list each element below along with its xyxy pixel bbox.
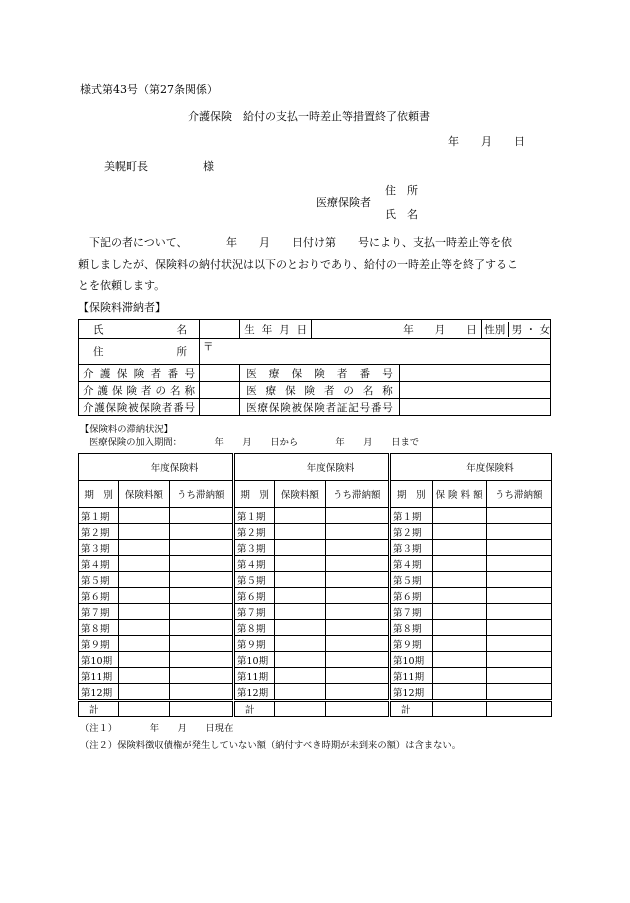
table-row — [79, 572, 233, 588]
table-row — [79, 540, 233, 556]
unpaid-amount-cell[interactable] — [169, 524, 232, 540]
table-row — [235, 668, 389, 684]
medical-insurer-name[interactable] — [399, 382, 550, 399]
period-label: 第12期 — [235, 684, 275, 701]
premium-amount-cell[interactable] — [119, 540, 169, 556]
period-label: 第12期 — [79, 684, 119, 701]
period-label: 第６期 — [79, 588, 119, 604]
premium-amount-cell[interactable] — [119, 684, 169, 701]
period-label: 第４期 — [391, 556, 433, 572]
unpaid-amount-cell[interactable] — [169, 508, 232, 524]
premium-amount-cell[interactable] — [275, 668, 325, 684]
unpaid-amount-cell[interactable] — [486, 684, 551, 701]
unpaid-amount-header: うち滞納額 — [169, 481, 232, 508]
table-row — [391, 588, 552, 604]
premium-amount-cell[interactable] — [119, 636, 169, 652]
period-label: 第２期 — [391, 524, 433, 540]
unpaid-total-cell[interactable] — [325, 701, 388, 717]
premium-amount-cell[interactable] — [432, 620, 486, 636]
unpaid-amount-cell[interactable] — [325, 668, 388, 684]
premium-amount-cell[interactable] — [432, 524, 486, 540]
birth-value[interactable]: 年 月 日 — [399, 320, 481, 339]
date-line: 年 月 日 — [448, 135, 525, 148]
body-line-2: 頼しましたが、保険料の納付状況は以下のとおりであり、給付の一時差止等を終了するこ — [78, 258, 518, 271]
premium-amount-cell[interactable] — [432, 572, 486, 588]
period-column-header: 期 別 — [79, 481, 119, 508]
period-label: 第９期 — [391, 636, 433, 652]
table-row — [79, 620, 233, 636]
unpaid-amount-cell[interactable] — [486, 668, 551, 684]
premium-amount-cell[interactable] — [275, 556, 325, 572]
sex-cell — [481, 320, 550, 339]
unpaid-amount-header: うち滞納額 — [486, 481, 551, 508]
unpaid-amount-cell[interactable] — [325, 684, 388, 701]
delinquent-info-table — [78, 319, 551, 416]
unpaid-amount-header: うち滞納額 — [325, 481, 388, 508]
arrears-table-3 — [390, 453, 552, 717]
document-title: 介護保険 給付の支払一時差止等措置終了依頼書 — [188, 110, 430, 123]
arrears-table-2 — [234, 453, 389, 717]
unpaid-amount-cell[interactable] — [325, 652, 388, 668]
address-value[interactable] — [199, 339, 550, 365]
unpaid-amount-cell[interactable] — [169, 620, 232, 636]
premium-amount-cell[interactable] — [119, 668, 169, 684]
table-row — [79, 652, 233, 668]
period-label: 第11期 — [235, 668, 275, 684]
period-label: 第４期 — [79, 556, 119, 572]
unpaid-amount-cell[interactable] — [325, 620, 388, 636]
table-row — [391, 684, 552, 701]
premium-amount-cell[interactable] — [432, 508, 486, 524]
period-label: 第11期 — [79, 668, 119, 684]
period-label: 第５期 — [79, 572, 119, 588]
premium-amount-cell[interactable] — [119, 572, 169, 588]
premium-amount-cell[interactable] — [432, 684, 486, 701]
period-label: 第12期 — [391, 684, 433, 701]
table-row — [391, 540, 552, 556]
medical-insured-number-label: 医療保険被保険者証記号番号 — [240, 399, 400, 416]
medical-insurer-name-label: 医療保険者の名称 — [240, 382, 400, 399]
body-line-1: 下記の者について、 年 月 日付け第 号により、支払一時差止等を依 — [89, 236, 513, 249]
table-row — [391, 604, 552, 620]
period-label: 第３期 — [391, 540, 433, 556]
premium-total-cell[interactable] — [275, 701, 325, 717]
premium-amount-cell[interactable] — [119, 652, 169, 668]
period-label: 第４期 — [235, 556, 275, 572]
premium-amount-cell[interactable] — [119, 508, 169, 524]
period-column-header: 期 別 — [391, 481, 433, 508]
premium-amount-cell[interactable] — [275, 540, 325, 556]
medical-insurer-number-label: 医療保険者番号 — [240, 365, 400, 382]
premium-amount-cell[interactable] — [432, 556, 486, 572]
arrears-table-1 — [78, 453, 233, 717]
premium-amount-header: 保険料額 — [119, 481, 169, 508]
premium-total-cell[interactable] — [119, 701, 169, 717]
unpaid-amount-cell[interactable] — [325, 508, 388, 524]
period-label: 第１期 — [235, 508, 275, 524]
period-label: 第８期 — [79, 620, 119, 636]
fiscal-year-header[interactable]: 年度保険料 — [391, 454, 552, 481]
period-label: 第10期 — [79, 652, 119, 668]
period-label: 第５期 — [391, 572, 433, 588]
table-row — [235, 524, 389, 540]
premium-amount-cell[interactable] — [432, 540, 486, 556]
unpaid-amount-cell[interactable] — [486, 540, 551, 556]
premium-amount-header: 保 険 料 額 — [432, 481, 486, 508]
period-label: 第９期 — [79, 636, 119, 652]
premium-amount-header: 保険料額 — [275, 481, 325, 508]
name-value[interactable] — [199, 320, 239, 339]
unpaid-amount-cell[interactable] — [325, 572, 388, 588]
period-column-header: 期 別 — [235, 481, 275, 508]
premium-amount-cell[interactable] — [275, 684, 325, 701]
premium-amount-cell[interactable] — [275, 508, 325, 524]
postal-mark: 〒 — [202, 341, 214, 353]
unpaid-amount-cell[interactable] — [486, 636, 551, 652]
unpaid-amount-cell[interactable] — [486, 604, 551, 620]
unpaid-amount-cell[interactable] — [169, 684, 232, 701]
premium-amount-cell[interactable] — [275, 620, 325, 636]
period-label: 第２期 — [79, 524, 119, 540]
unpaid-total-cell[interactable] — [486, 701, 551, 717]
table-row — [391, 556, 552, 572]
note-1: （注１） 年 月 日現在 — [80, 723, 234, 734]
premium-amount-cell[interactable] — [275, 524, 325, 540]
unpaid-amount-cell[interactable] — [325, 636, 388, 652]
table-row — [235, 652, 389, 668]
unpaid-amount-cell[interactable] — [169, 588, 232, 604]
table-row — [79, 684, 233, 701]
period-label: 第６期 — [235, 588, 275, 604]
table-row — [79, 604, 233, 620]
care-insurer-number[interactable] — [199, 365, 239, 382]
unpaid-amount-cell[interactable] — [325, 588, 388, 604]
unpaid-amount-cell[interactable] — [486, 588, 551, 604]
unpaid-amount-cell[interactable] — [486, 620, 551, 636]
period-label: 第１期 — [79, 508, 119, 524]
unpaid-amount-cell[interactable] — [486, 572, 551, 588]
unpaid-amount-cell[interactable] — [486, 652, 551, 668]
premium-amount-cell[interactable] — [275, 636, 325, 652]
period-label: 第10期 — [391, 652, 433, 668]
fiscal-year-header[interactable]: 年度保険料 — [79, 454, 233, 481]
table-row — [79, 636, 233, 652]
sex-value[interactable]: 男 ・ 女 — [511, 323, 550, 336]
period-label: 第８期 — [391, 620, 433, 636]
table-row — [391, 636, 552, 652]
table-row — [79, 668, 233, 684]
unpaid-amount-cell[interactable] — [486, 508, 551, 524]
period-label: 第５期 — [235, 572, 275, 588]
premium-amount-cell[interactable] — [119, 556, 169, 572]
unpaid-amount-cell[interactable] — [325, 556, 388, 572]
unpaid-amount-cell[interactable] — [325, 540, 388, 556]
medical-insured-number[interactable] — [399, 399, 550, 416]
address-label: 住 所 — [385, 184, 418, 197]
name-label-cell: 氏 名 — [79, 320, 200, 339]
premium-amount-cell[interactable] — [275, 588, 325, 604]
medical-insurer-number[interactable] — [399, 365, 550, 382]
table-row — [391, 572, 552, 588]
table-row — [79, 588, 233, 604]
premium-amount-cell[interactable] — [432, 604, 486, 620]
insurer-label: 医療保険者 — [316, 196, 371, 209]
total-label: 計 — [391, 701, 433, 717]
table-row — [235, 588, 389, 604]
unpaid-amount-cell[interactable] — [169, 556, 232, 572]
enrollment-period-line: 医療保険の加入期間： 年 月 日から 年 月 日まで — [89, 437, 420, 448]
birth-label: 生年月日 — [240, 320, 312, 339]
period-label: 第８期 — [235, 620, 275, 636]
unpaid-total-cell[interactable] — [169, 701, 232, 717]
body-line-3: とを依頼します。 — [78, 279, 166, 292]
section-arrears-title: 【保険料の滞納状況】 — [80, 424, 173, 435]
period-label: 第７期 — [235, 604, 275, 620]
period-label: 第９期 — [235, 636, 275, 652]
unpaid-amount-cell[interactable] — [169, 572, 232, 588]
table-row — [391, 524, 552, 540]
period-label: 第３期 — [235, 540, 275, 556]
care-insurer-number-label: 介護保険者番号 — [79, 365, 200, 382]
period-label: 第６期 — [391, 588, 433, 604]
premium-amount-cell[interactable] — [119, 604, 169, 620]
care-insurer-name[interactable] — [199, 382, 239, 399]
unpaid-amount-cell[interactable] — [486, 556, 551, 572]
table-row — [235, 604, 389, 620]
total-label: 計 — [79, 701, 119, 717]
table-row — [235, 572, 389, 588]
table-row — [235, 636, 389, 652]
period-label: 第２期 — [235, 524, 275, 540]
premium-total-cell[interactable] — [432, 701, 486, 717]
unpaid-amount-cell[interactable] — [169, 636, 232, 652]
period-label: 第10期 — [235, 652, 275, 668]
premium-amount-cell[interactable] — [432, 668, 486, 684]
table-row — [79, 556, 233, 572]
sex-label: 性別 — [482, 322, 509, 337]
unpaid-amount-cell[interactable] — [169, 652, 232, 668]
table-row — [391, 508, 552, 524]
care-insured-number[interactable] — [199, 399, 239, 416]
section-delinquent-title: 【保険料滞納者】 — [78, 301, 166, 314]
table-row — [235, 684, 389, 701]
table-row — [79, 524, 233, 540]
period-label: 第１期 — [391, 508, 433, 524]
unpaid-amount-cell[interactable] — [169, 668, 232, 684]
unpaid-amount-cell[interactable] — [169, 604, 232, 620]
note-2: （注２）保険料徴収債権が発生していない額（納付すべき時期が未到来の額）は含まない。 — [80, 740, 461, 751]
premium-amount-cell[interactable] — [275, 604, 325, 620]
table-row — [235, 508, 389, 524]
table-row — [235, 556, 389, 572]
care-insured-number-label: 介護保険被保険者番号 — [79, 399, 200, 416]
name-label: 氏 名 — [385, 208, 418, 221]
form-number: 様式第43号（第27条関係） — [80, 83, 218, 96]
premium-amount-cell[interactable] — [119, 588, 169, 604]
premium-amount-cell[interactable] — [432, 588, 486, 604]
table-row — [235, 620, 389, 636]
period-label: 第７期 — [79, 604, 119, 620]
table-row — [391, 668, 552, 684]
premium-amount-cell[interactable] — [275, 572, 325, 588]
unpaid-amount-cell[interactable] — [325, 524, 388, 540]
period-label: 第３期 — [79, 540, 119, 556]
premium-amount-cell[interactable] — [275, 652, 325, 668]
table-row — [79, 508, 233, 524]
care-insurer-name-label: 介護保険者の名称 — [79, 382, 200, 399]
period-label: 第７期 — [391, 604, 433, 620]
premium-amount-cell[interactable] — [119, 620, 169, 636]
unpaid-amount-cell[interactable] — [169, 540, 232, 556]
premium-amount-cell[interactable] — [432, 636, 486, 652]
premium-amount-cell[interactable] — [119, 524, 169, 540]
table-row — [391, 652, 552, 668]
premium-amount-cell[interactable] — [432, 652, 486, 668]
fiscal-year-header[interactable]: 年度保険料 — [235, 454, 389, 481]
total-label: 計 — [235, 701, 275, 717]
addressee: 美幌町長 様 — [104, 160, 214, 173]
period-label: 第11期 — [391, 668, 433, 684]
address-label-cell: 住 所 — [79, 339, 200, 365]
table-row — [391, 620, 552, 636]
unpaid-amount-cell[interactable] — [486, 524, 551, 540]
unpaid-amount-cell[interactable] — [325, 604, 388, 620]
table-row — [235, 540, 389, 556]
